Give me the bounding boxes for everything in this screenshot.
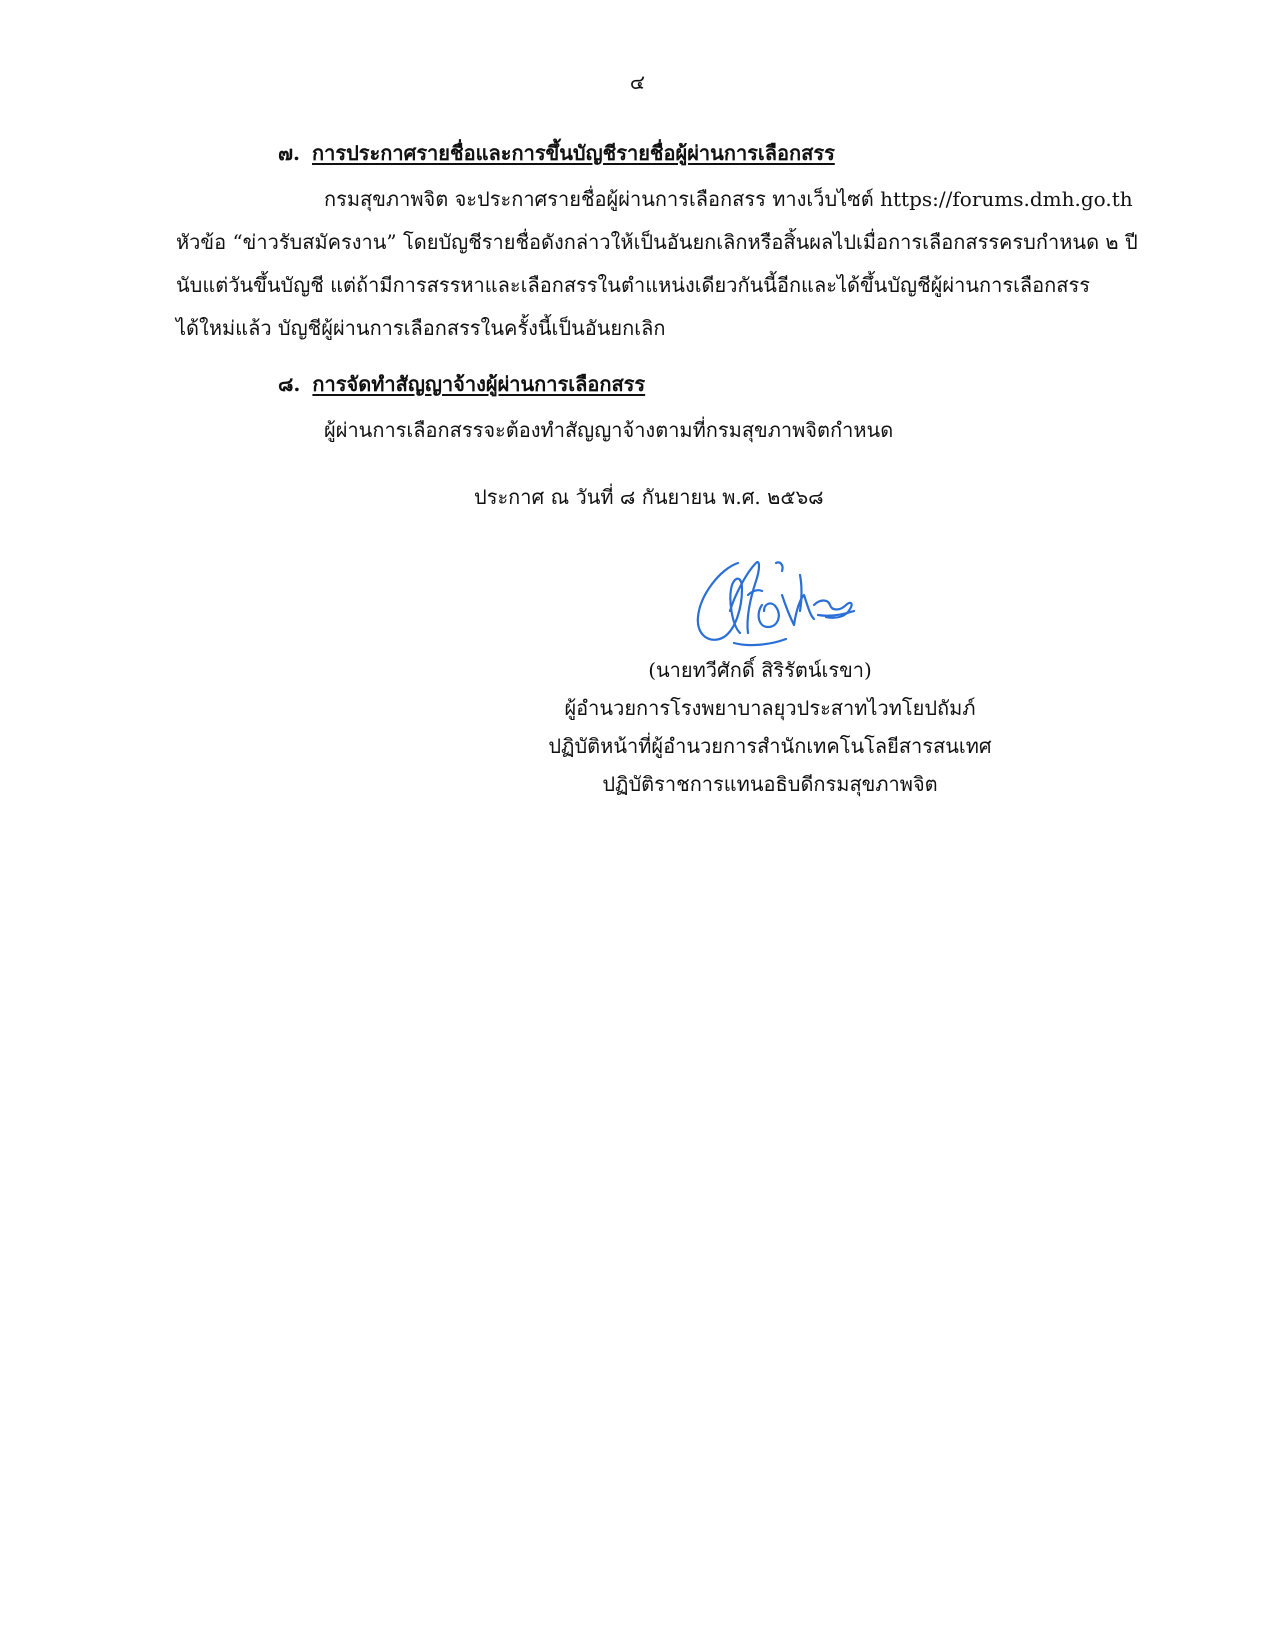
section-7-heading [278, 137, 835, 169]
signatory-position-2: ปฏิบัติหน้าที่ผู้อำนวยการสำนักเทคโนโลยีสารสนเทศ [548, 734, 992, 758]
handwritten-signature [690, 555, 860, 650]
section-7-number: ๗. [278, 141, 301, 165]
signatory-position-3: ปฏิบัติราชการแทนอธิบดีกรมสุขภาพจิต [602, 772, 938, 796]
section-8-number: ๘. [278, 372, 301, 396]
signatory-name: (นายทวีศักดิ์ สิริรัตน์เรขา) [648, 658, 872, 682]
section-7-line-4: ได้ใหม่แล้ว บัญชีผู้ผ่านการเลือกสรรในครั้งนี้เป็นอันยกเลิก [176, 316, 666, 340]
section-7-title: การประกาศรายชื่อและการขึ้นบัญชีรายชื่อผู้ผ่านการเลือกสรร [312, 141, 835, 165]
section-8-heading [278, 368, 645, 400]
section-7-line-3: นับแต่วันขึ้นบัญชี แต่ถ้ามีการสรรหาและเลือกสรรในตำแหน่งเดียวกันนี้อีกและได้ขึ้นบัญชีผู้ผ่านการเลือกสรร [176, 273, 1090, 297]
announcement-date: ประกาศ ณ วันที่ ๘ กันยายน พ.ศ. ๒๕๖๘ [474, 485, 824, 509]
section-8-text: ผู้ผ่านการเลือกสรรจะต้องทำสัญญาจ้างตามที่กรมสุขภาพจิตกำหนด [324, 418, 894, 442]
signature-strokes [698, 562, 854, 645]
section-7-line-1: กรมสุขภาพจิต จะประกาศรายชื่อผู้ผ่านการเลือกสรร ทางเว็บไซต์ https://forums.dmh.go.th [324, 187, 1133, 211]
page-number: ๔ [629, 70, 646, 94]
section-7-line-2: หัวข้อ “ข่าวรับสมัครงาน” โดยบัญชีรายชื่อดังกล่าวให้เป็นอันยกเลิกหรือสิ้นผลไปเมื่อการเลือกสรรครบกำหนด ๒ ปี [176, 230, 1138, 254]
signatory-position-1: ผู้อำนวยการโรงพยาบาลยุวประสาทไวทโยปถัมภ์ [564, 696, 976, 720]
section-8-title: การจัดทำสัญญาจ้างผู้ผ่านการเลือกสรร [312, 372, 646, 396]
